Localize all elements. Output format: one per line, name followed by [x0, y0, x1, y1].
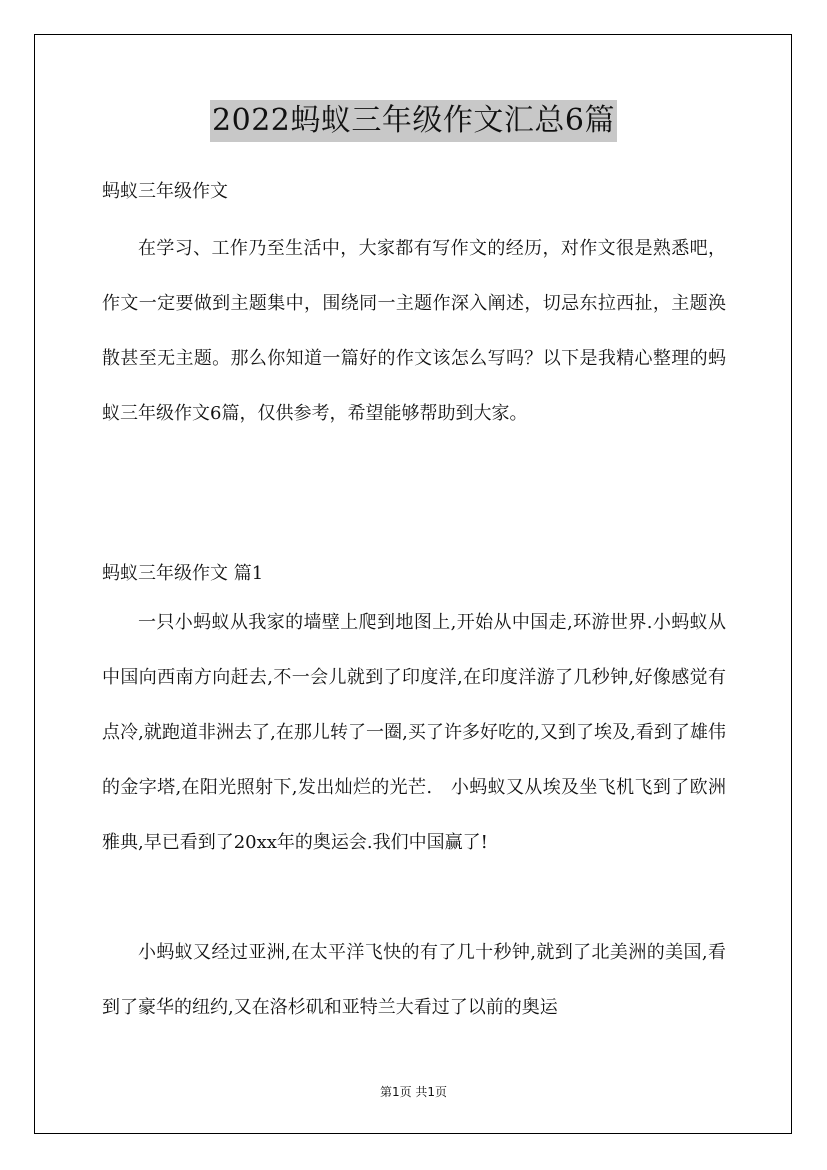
body-paragraph-2: 小蚂蚁又经过亚洲,在太平洋飞快的有了几十秒钟,就到了北美洲的美国,看到了豪华的纽约,又在洛杉矶和亚特兰大看过了以前的奥运	[102, 942, 726, 1018]
article-heading: 蚂蚁三年级作文 篇1	[102, 563, 264, 584]
intro-paragraph: 在学习、工作乃至生活中，大家都有写作文的经历，对作文很是熟悉吧，作文一定要做到主题集中，围绕同一主题作深入阐述，切忌东拉西扯，主题涣散甚至无主题。那么你知道一篇好的作文该怎么写吗？以下是我精心整理的蚂蚁三年级作文6篇，仅供参考，希望能够帮助到大家。	[102, 238, 726, 424]
document-title: 2022蚂蚁三年级作文汇总6篇	[210, 100, 617, 142]
title-container	[0, 100, 827, 142]
page-number: 第1页 共1页	[379, 1085, 448, 1099]
body-paragraph-1: 一只小蚂蚁从我家的墙壁上爬到地图上,开始从中国走,环游世界.小蚂蚁从中国向西南方向赶去,不一会儿就到了印度洋,在印度洋游了几秒钟,好像感觉有点冷,就跑道非洲去了,在那儿转了一圈,买了许多好吃的,又到了埃及,看到了雄伟的金字塔,在阳光照射下,发出灿烂的光芒. 小蚂蚁又从埃及坐飞机飞到了欧洲雅典,早已看到了20xx年的奥运会.我们中国赢了!	[102, 612, 726, 853]
section-heading: 蚂蚁三年级作文	[102, 181, 228, 202]
